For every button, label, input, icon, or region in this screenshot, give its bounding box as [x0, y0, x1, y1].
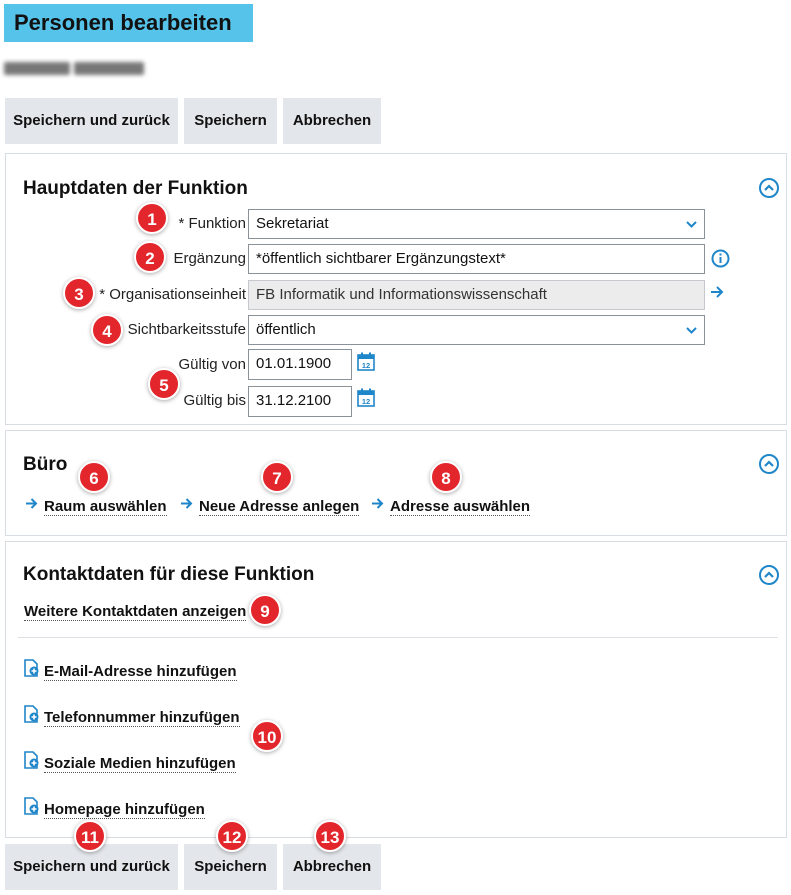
homepage-hinzufuegen-link[interactable]: Homepage hinzufügen: [44, 801, 205, 818]
marker-badge: 5: [148, 368, 180, 400]
chevron-down-icon: [686, 221, 697, 228]
page-title: Personen bearbeiten: [4, 4, 253, 42]
chevron-down-icon: [686, 327, 697, 334]
buero-panel: [5, 430, 787, 536]
marker-badge: 10: [251, 720, 283, 752]
ergaenzung-input[interactable]: *öffentlich sichtbarer Ergänzungstext*: [248, 244, 705, 274]
add-document-icon: [24, 751, 40, 769]
marker-badge: 7: [261, 461, 293, 493]
email-hinzufuegen-link[interactable]: E-Mail-Adresse hinzufügen: [44, 663, 237, 680]
gueltig-bis-label: Gültig bis: [183, 392, 246, 409]
neue-adresse-link[interactable]: Neue Adresse anlegen: [199, 498, 360, 515]
divider: [18, 637, 778, 638]
svg-text:12: 12: [361, 361, 371, 370]
svg-text:12: 12: [361, 397, 371, 406]
funktion-select[interactable]: Sekretariat: [248, 209, 705, 239]
sichtbarkeit-label: Sichtbarkeitsstufe: [127, 321, 246, 338]
kontakt-title: Kontaktdaten für diese Funktion: [23, 564, 315, 585]
add-document-icon: [24, 659, 40, 677]
save-and-back-button[interactable]: Speichern und zurück: [5, 98, 178, 144]
save-and-back-button[interactable]: Speichern und zurück: [5, 844, 178, 890]
marker-badge: 2: [134, 241, 166, 273]
soziale-medien-hinzufuegen-link[interactable]: Soziale Medien hinzufügen: [44, 755, 236, 772]
funktion-label: * Funktion: [178, 215, 246, 232]
collapse-icon[interactable]: [759, 565, 779, 585]
marker-badge: 13: [314, 820, 346, 852]
buero-title: Büro: [23, 454, 68, 475]
person-name: [4, 59, 150, 77]
info-icon[interactable]: [711, 249, 730, 268]
collapse-icon[interactable]: [759, 454, 779, 474]
arrow-right-icon[interactable]: [710, 285, 724, 299]
kontakt-panel: [5, 541, 787, 838]
cancel-button[interactable]: Abbrechen: [283, 98, 381, 144]
arrow-right-icon: [25, 497, 38, 510]
marker-badge: 1: [136, 202, 168, 234]
sichtbarkeit-select[interactable]: öffentlich: [248, 315, 705, 345]
marker-badge: 4: [91, 314, 123, 346]
marker-badge: 6: [78, 461, 110, 493]
marker-badge: 11: [74, 820, 106, 852]
save-button[interactable]: Speichern: [184, 98, 277, 144]
marker-badge: 12: [216, 820, 248, 852]
marker-badge: 8: [430, 461, 462, 493]
arrow-right-icon: [371, 497, 384, 510]
add-document-icon: [24, 705, 40, 723]
marker-badge: 3: [63, 277, 95, 309]
collapse-icon[interactable]: [759, 178, 779, 198]
gueltig-von-input[interactable]: 01.01.1900: [248, 349, 352, 380]
calendar-icon[interactable]: [357, 352, 375, 371]
organisation-input: FB Informatik und Informationswissenschaft: [248, 280, 705, 310]
telefon-hinzufuegen-link[interactable]: Telefonnummer hinzufügen: [44, 709, 240, 726]
weitere-kontaktdaten-toggle[interactable]: Weitere Kontaktdaten anzeigen: [24, 603, 247, 620]
ergaenzung-label: Ergänzung: [173, 250, 246, 267]
organisation-label: * Organisationseinheit: [99, 286, 246, 303]
adresse-auswaehlen-link[interactable]: Adresse auswählen: [390, 498, 531, 515]
cancel-button[interactable]: Abbrechen: [283, 844, 381, 890]
hauptdaten-title: Hauptdaten der Funktion: [23, 178, 248, 199]
arrow-right-icon: [180, 497, 193, 510]
add-document-icon: [24, 797, 40, 815]
marker-badge: 9: [249, 594, 281, 626]
raum-auswaehlen-link[interactable]: Raum auswählen: [44, 498, 167, 515]
calendar-icon[interactable]: [357, 388, 375, 407]
gueltig-bis-input[interactable]: 31.12.2100: [248, 386, 352, 417]
save-button[interactable]: Speichern: [184, 844, 277, 890]
gueltig-von-label: Gültig von: [178, 356, 246, 373]
